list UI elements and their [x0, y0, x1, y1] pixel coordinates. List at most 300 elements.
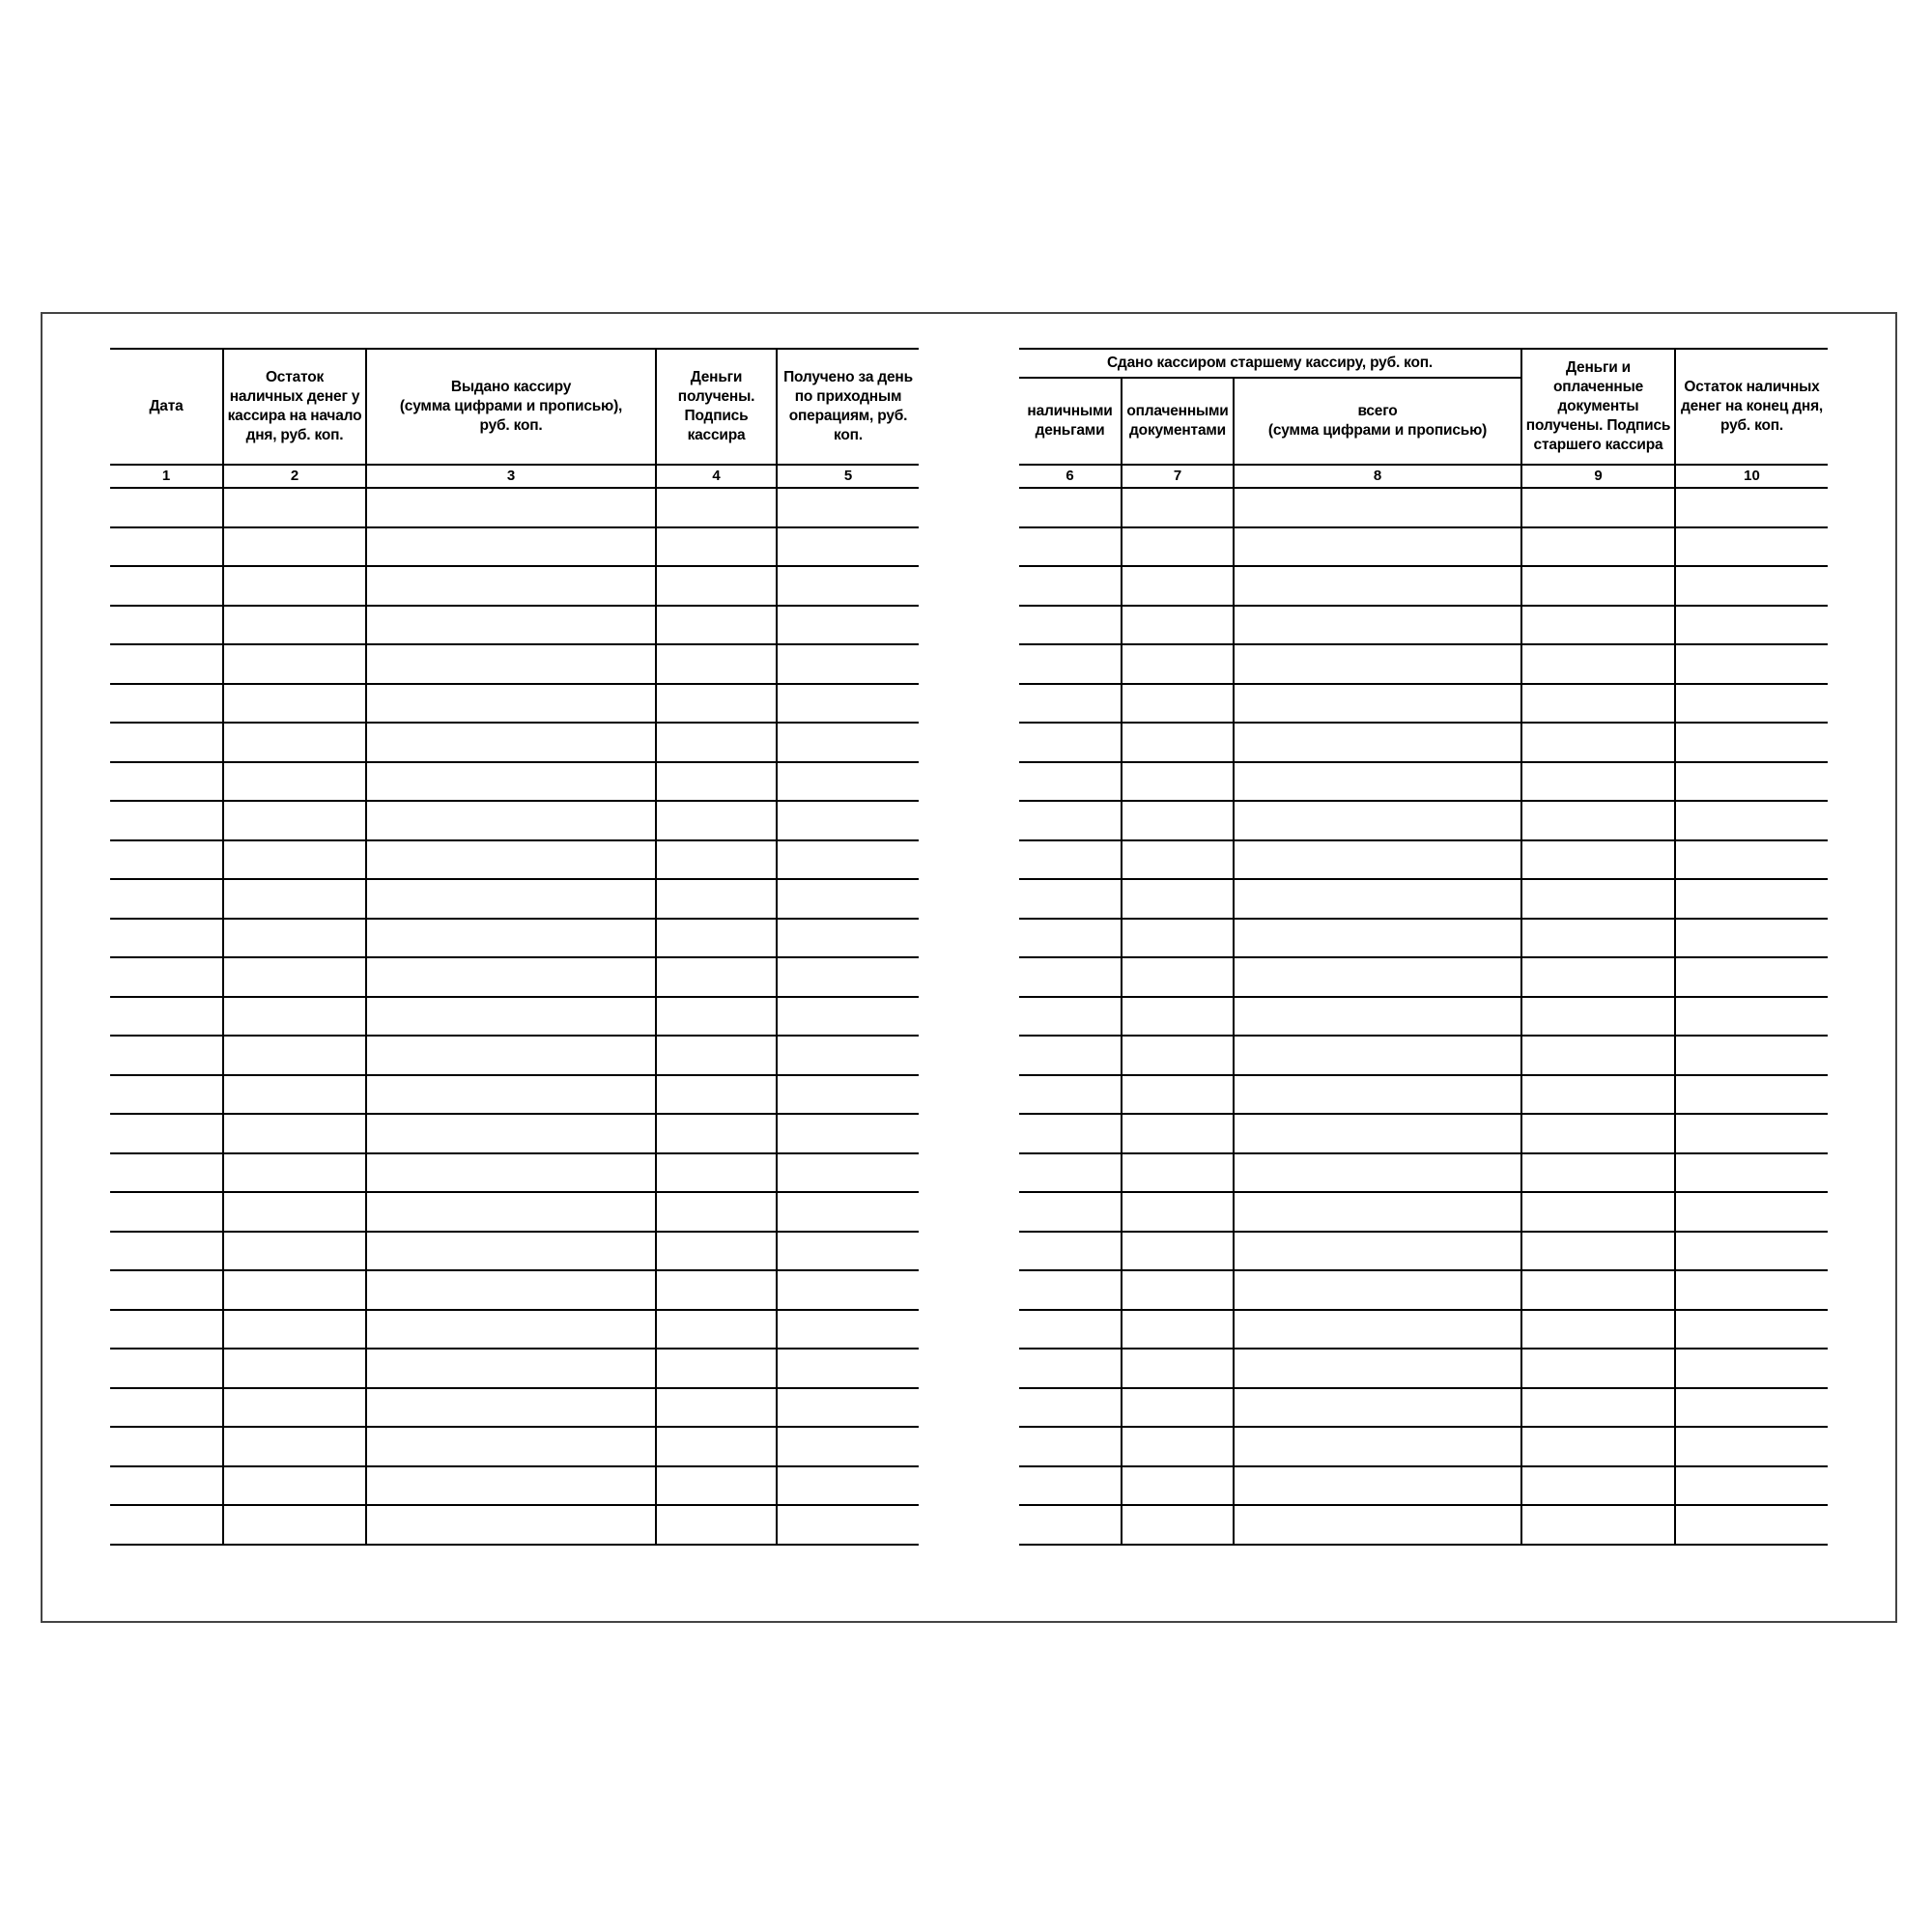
table-cell[interactable] — [1122, 957, 1234, 997]
table-cell[interactable] — [1521, 684, 1675, 724]
table-cell[interactable] — [1234, 1427, 1521, 1466]
table-cell[interactable] — [1019, 606, 1122, 645]
table-cell[interactable] — [223, 879, 366, 919]
table-cell[interactable] — [110, 1310, 223, 1350]
table-cell[interactable] — [1122, 1427, 1234, 1466]
table-cell[interactable] — [1521, 1349, 1675, 1388]
table-cell[interactable] — [1122, 684, 1234, 724]
table-cell[interactable] — [223, 1349, 366, 1388]
table-cell[interactable] — [366, 566, 656, 606]
table-cell[interactable] — [777, 919, 919, 958]
table-cell[interactable] — [1019, 1505, 1122, 1545]
table-cell[interactable] — [656, 762, 777, 802]
table-cell[interactable] — [223, 1310, 366, 1350]
table-cell[interactable] — [1521, 801, 1675, 840]
table-cell[interactable] — [1122, 1153, 1234, 1193]
table-cell[interactable] — [1234, 1349, 1521, 1388]
table-cell[interactable] — [366, 879, 656, 919]
table-cell[interactable] — [1234, 1036, 1521, 1075]
table-cell[interactable] — [223, 997, 366, 1037]
table-cell[interactable] — [110, 1466, 223, 1506]
column-number: 3 — [366, 465, 656, 488]
table-cell[interactable] — [1019, 1427, 1122, 1466]
table-cell[interactable] — [1521, 879, 1675, 919]
table-cell[interactable] — [777, 1388, 919, 1428]
table-cell[interactable] — [366, 801, 656, 840]
table-cell[interactable] — [1521, 1036, 1675, 1075]
table-cell[interactable] — [223, 1388, 366, 1428]
table-cell[interactable] — [223, 1466, 366, 1506]
table-cell[interactable] — [1122, 1036, 1234, 1075]
table-cell[interactable] — [223, 644, 366, 684]
table-cell[interactable] — [1019, 684, 1122, 724]
table-cell[interactable] — [1122, 488, 1234, 527]
table-cell[interactable] — [1234, 723, 1521, 762]
table-cell[interactable] — [223, 1427, 366, 1466]
cash-ledger-left-table — [110, 348, 919, 1546]
table-cell[interactable] — [777, 723, 919, 762]
table-cell[interactable] — [656, 1388, 777, 1428]
table-cell[interactable] — [777, 1349, 919, 1388]
table-cell[interactable] — [777, 488, 919, 527]
table-cell[interactable] — [1019, 1075, 1122, 1115]
table-cell[interactable] — [366, 762, 656, 802]
table-cell[interactable] — [1234, 527, 1521, 567]
table-cell[interactable] — [110, 879, 223, 919]
table-cell[interactable] — [366, 488, 656, 527]
table-cell[interactable] — [1234, 1153, 1521, 1193]
column-number: 7 — [1122, 465, 1234, 488]
table-cell[interactable] — [1675, 527, 1828, 567]
table-cell[interactable] — [1675, 1153, 1828, 1193]
table-cell[interactable] — [223, 684, 366, 724]
table-cell[interactable] — [1675, 1114, 1828, 1153]
table-cell[interactable] — [1122, 1270, 1234, 1310]
table-cell[interactable] — [1122, 1075, 1234, 1115]
table-row — [110, 488, 919, 527]
table-cell[interactable] — [1234, 762, 1521, 802]
table-row — [110, 919, 919, 958]
table-cell[interactable] — [223, 1232, 366, 1271]
table-cell[interactable] — [1019, 1153, 1122, 1193]
table-cell[interactable] — [777, 606, 919, 645]
table-cell[interactable] — [366, 1388, 656, 1428]
table-cell[interactable] — [777, 1232, 919, 1271]
table-cell[interactable] — [656, 1310, 777, 1350]
table-cell[interactable] — [1122, 1505, 1234, 1545]
table-cell[interactable] — [1675, 1036, 1828, 1075]
table-cell[interactable] — [656, 488, 777, 527]
table-cell[interactable] — [1521, 527, 1675, 567]
table-cell[interactable] — [1122, 527, 1234, 567]
table-cell[interactable] — [656, 840, 777, 880]
table-cell[interactable] — [1019, 997, 1122, 1037]
table-cell[interactable] — [1019, 1036, 1122, 1075]
table-cell[interactable] — [223, 840, 366, 880]
column-number: 8 — [1234, 465, 1521, 488]
table-cell[interactable] — [1521, 1192, 1675, 1232]
table-cell[interactable] — [656, 957, 777, 997]
table-cell[interactable] — [1122, 801, 1234, 840]
header-date: Дата — [110, 349, 223, 465]
table-cell[interactable] — [656, 1349, 777, 1388]
table-row — [110, 566, 919, 606]
table-cell[interactable] — [110, 1114, 223, 1153]
table-row — [110, 1388, 919, 1428]
table-cell[interactable] — [1122, 644, 1234, 684]
table-cell[interactable] — [1122, 1388, 1234, 1428]
table-cell[interactable] — [656, 606, 777, 645]
table-cell[interactable] — [777, 1466, 919, 1506]
header-handed-to-senior-cashier: Сдано кассиром старшему кассиру, руб. коп. — [1019, 349, 1521, 378]
table-row — [1019, 1466, 1828, 1506]
table-cell[interactable] — [1675, 1310, 1828, 1350]
table-cell[interactable] — [1675, 1466, 1828, 1506]
table-cell[interactable] — [1234, 684, 1521, 724]
table-cell[interactable] — [656, 1270, 777, 1310]
table-cell[interactable] — [223, 1153, 366, 1193]
table-cell[interactable] — [1122, 1349, 1234, 1388]
table-cell[interactable] — [777, 1427, 919, 1466]
table-cell[interactable] — [1234, 801, 1521, 840]
column-number: 1 — [110, 465, 223, 488]
table-cell[interactable] — [1675, 1270, 1828, 1310]
table-cell[interactable] — [223, 1114, 366, 1153]
table-cell[interactable] — [1675, 840, 1828, 880]
table-cell[interactable] — [1234, 1310, 1521, 1350]
table-cell[interactable] — [1019, 1232, 1122, 1271]
table-cell[interactable] — [1019, 762, 1122, 802]
table-cell[interactable] — [656, 684, 777, 724]
table-cell[interactable] — [366, 527, 656, 567]
table-cell[interactable] — [1521, 1427, 1675, 1466]
table-cell[interactable] — [1234, 1270, 1521, 1310]
table-cell[interactable] — [366, 840, 656, 880]
table-cell[interactable] — [656, 801, 777, 840]
table-cell[interactable] — [1234, 919, 1521, 958]
table-cell[interactable] — [223, 1505, 366, 1545]
table-cell[interactable] — [1122, 1466, 1234, 1506]
table-cell[interactable] — [1675, 1349, 1828, 1388]
table-cell[interactable] — [1675, 1505, 1828, 1545]
table-cell[interactable] — [1675, 723, 1828, 762]
column-number: 5 — [777, 465, 919, 488]
table-cell[interactable] — [1521, 1075, 1675, 1115]
table-cell[interactable] — [1234, 1114, 1521, 1153]
table-cell[interactable] — [777, 527, 919, 567]
table-cell[interactable] — [777, 684, 919, 724]
header-paid-documents: оплаченными документами — [1122, 378, 1234, 465]
table-cell[interactable] — [1234, 1075, 1521, 1115]
table-cell[interactable] — [1521, 997, 1675, 1037]
table-cell[interactable] — [1521, 644, 1675, 684]
cash-ledger-right-table — [1019, 348, 1828, 1546]
table-cell[interactable] — [1675, 762, 1828, 802]
table-cell[interactable] — [1019, 919, 1122, 958]
table-cell[interactable] — [1675, 684, 1828, 724]
table-cell[interactable] — [1122, 840, 1234, 880]
table-cell[interactable] — [1122, 1310, 1234, 1350]
table-cell[interactable] — [1675, 1388, 1828, 1428]
table-cell[interactable] — [1521, 723, 1675, 762]
table-cell[interactable] — [777, 1075, 919, 1115]
table-cell[interactable] — [110, 723, 223, 762]
table-cell[interactable] — [110, 919, 223, 958]
table-cell[interactable] — [366, 644, 656, 684]
table-cell[interactable] — [1521, 1153, 1675, 1193]
table-cell[interactable] — [110, 957, 223, 997]
table-cell[interactable] — [656, 527, 777, 567]
table-cell[interactable] — [366, 1270, 656, 1310]
header-closing-balance: Остаток наличных денег на конец дня, руб. коп. — [1675, 349, 1828, 465]
table-cell[interactable] — [1019, 723, 1122, 762]
table-cell[interactable] — [1234, 1505, 1521, 1545]
table-cell[interactable] — [1675, 1075, 1828, 1115]
table-cell[interactable] — [1234, 879, 1521, 919]
table-row — [1019, 1192, 1828, 1232]
table-cell[interactable] — [1675, 879, 1828, 919]
table-cell[interactable] — [656, 1427, 777, 1466]
table-cell[interactable] — [777, 1310, 919, 1350]
table-cell[interactable] — [656, 1232, 777, 1271]
table-cell[interactable] — [110, 1427, 223, 1466]
table-row — [110, 762, 919, 802]
table-cell[interactable] — [366, 1505, 656, 1545]
table-cell[interactable] — [1122, 566, 1234, 606]
table-cell[interactable] — [1234, 1466, 1521, 1506]
table-cell[interactable] — [777, 1270, 919, 1310]
table-cell[interactable] — [110, 1232, 223, 1271]
table-cell[interactable] — [110, 566, 223, 606]
table-cell[interactable] — [110, 762, 223, 802]
table-cell[interactable] — [110, 1388, 223, 1428]
table-cell[interactable] — [110, 644, 223, 684]
table-cell[interactable] — [1122, 1192, 1234, 1232]
table-cell[interactable] — [1521, 919, 1675, 958]
table-cell[interactable] — [1521, 1270, 1675, 1310]
table-cell[interactable] — [110, 997, 223, 1037]
table-cell[interactable] — [1234, 1388, 1521, 1428]
table-cell[interactable] — [110, 1505, 223, 1545]
table-cell[interactable] — [223, 1192, 366, 1232]
table-cell[interactable] — [110, 1153, 223, 1193]
table-cell[interactable] — [1675, 644, 1828, 684]
table-cell[interactable] — [1234, 606, 1521, 645]
table-cell[interactable] — [1019, 957, 1122, 997]
table-cell[interactable] — [1234, 997, 1521, 1037]
table-cell[interactable] — [110, 527, 223, 567]
table-cell[interactable] — [223, 488, 366, 527]
table-cell[interactable] — [1019, 644, 1122, 684]
table-row — [110, 1505, 919, 1545]
table-cell[interactable] — [777, 957, 919, 997]
table-cell[interactable] — [1675, 801, 1828, 840]
table-row — [1019, 1153, 1828, 1193]
table-cell[interactable] — [1019, 527, 1122, 567]
table-cell[interactable] — [110, 840, 223, 880]
table-cell[interactable] — [223, 723, 366, 762]
table-cell[interactable] — [1521, 606, 1675, 645]
table-cell[interactable] — [1122, 723, 1234, 762]
table-cell[interactable] — [366, 1310, 656, 1350]
table-cell[interactable] — [1675, 566, 1828, 606]
table-cell[interactable] — [1122, 879, 1234, 919]
table-cell[interactable] — [110, 1270, 223, 1310]
table-row — [1019, 684, 1828, 724]
table-cell[interactable] — [223, 566, 366, 606]
table-cell[interactable] — [1122, 1114, 1234, 1153]
table-cell[interactable] — [1521, 566, 1675, 606]
table-cell[interactable] — [366, 1075, 656, 1115]
table-cell[interactable] — [366, 1153, 656, 1193]
table-cell[interactable] — [777, 644, 919, 684]
table-cell[interactable] — [1019, 1349, 1122, 1388]
table-cell[interactable] — [1234, 840, 1521, 880]
table-cell[interactable] — [1019, 840, 1122, 880]
table-cell[interactable] — [1521, 1388, 1675, 1428]
table-cell[interactable] — [1521, 840, 1675, 880]
table-cell[interactable] — [366, 684, 656, 724]
table-cell[interactable] — [1019, 566, 1122, 606]
table-cell[interactable] — [656, 723, 777, 762]
table-cell[interactable] — [366, 1349, 656, 1388]
table-cell[interactable] — [1019, 1114, 1122, 1153]
table-cell[interactable] — [1521, 488, 1675, 527]
table-cell[interactable] — [1122, 1232, 1234, 1271]
table-cell[interactable] — [777, 1114, 919, 1153]
table-row — [110, 1427, 919, 1466]
table-cell[interactable] — [656, 1153, 777, 1193]
table-cell[interactable] — [777, 1505, 919, 1545]
table-cell[interactable] — [1234, 488, 1521, 527]
table-cell[interactable] — [656, 1466, 777, 1506]
table-cell[interactable] — [366, 1466, 656, 1506]
table-cell[interactable] — [110, 1192, 223, 1232]
table-cell[interactable] — [1521, 1505, 1675, 1545]
table-cell[interactable] — [1521, 1232, 1675, 1271]
table-cell[interactable] — [366, 1427, 656, 1466]
table-cell[interactable] — [366, 606, 656, 645]
table-cell[interactable] — [777, 566, 919, 606]
table-cell[interactable] — [110, 606, 223, 645]
table-cell[interactable] — [1234, 1232, 1521, 1271]
table-cell[interactable] — [1019, 1466, 1122, 1506]
table-row — [1019, 1036, 1828, 1075]
table-cell[interactable] — [777, 997, 919, 1037]
table-row — [110, 879, 919, 919]
table-cell[interactable] — [1122, 762, 1234, 802]
table-cell[interactable] — [1019, 488, 1122, 527]
column-number: 2 — [223, 465, 366, 488]
table-cell[interactable] — [656, 1114, 777, 1153]
table-cell[interactable] — [656, 1505, 777, 1545]
table-cell[interactable] — [223, 1270, 366, 1310]
table-cell[interactable] — [1521, 762, 1675, 802]
table-cell[interactable] — [110, 1075, 223, 1115]
table-cell[interactable] — [777, 879, 919, 919]
table-cell[interactable] — [1234, 644, 1521, 684]
table-cell[interactable] — [777, 1192, 919, 1232]
table-cell[interactable] — [1675, 919, 1828, 958]
table-cell[interactable] — [366, 997, 656, 1037]
table-row — [110, 1114, 919, 1153]
table-cell[interactable] — [656, 997, 777, 1037]
table-cell[interactable] — [1234, 1192, 1521, 1232]
table-cell[interactable] — [1019, 879, 1122, 919]
table-cell[interactable] — [223, 527, 366, 567]
table-cell[interactable] — [777, 801, 919, 840]
table-cell[interactable] — [223, 1036, 366, 1075]
table-cell[interactable] — [1234, 566, 1521, 606]
table-cell[interactable] — [223, 801, 366, 840]
table-cell[interactable] — [1019, 801, 1122, 840]
table-row — [1019, 1388, 1828, 1428]
table-cell[interactable] — [223, 762, 366, 802]
table-cell[interactable] — [777, 1036, 919, 1075]
table-cell[interactable] — [223, 919, 366, 958]
table-cell[interactable] — [656, 1192, 777, 1232]
table-cell[interactable] — [366, 919, 656, 958]
table-cell[interactable] — [1521, 1466, 1675, 1506]
table-cell[interactable] — [223, 606, 366, 645]
table-cell[interactable] — [1675, 1232, 1828, 1271]
table-cell[interactable] — [1521, 1310, 1675, 1350]
table-cell[interactable] — [1234, 957, 1521, 997]
table-cell[interactable] — [110, 1036, 223, 1075]
table-cell[interactable] — [366, 1232, 656, 1271]
table-cell[interactable] — [656, 1036, 777, 1075]
table-cell[interactable] — [656, 1075, 777, 1115]
table-cell[interactable] — [366, 1114, 656, 1153]
table-cell[interactable] — [777, 1153, 919, 1193]
table-cell[interactable] — [366, 723, 656, 762]
table-cell[interactable] — [656, 644, 777, 684]
table-cell[interactable] — [1675, 1427, 1828, 1466]
table-row — [110, 801, 919, 840]
table-cell[interactable] — [223, 957, 366, 997]
table-cell[interactable] — [1521, 1114, 1675, 1153]
table-cell[interactable] — [656, 566, 777, 606]
table-row — [1019, 1427, 1828, 1466]
table-cell[interactable] — [1019, 1270, 1122, 1310]
table-cell[interactable] — [366, 1192, 656, 1232]
table-cell[interactable] — [1019, 1388, 1122, 1428]
table-cell[interactable] — [110, 1349, 223, 1388]
table-cell[interactable] — [366, 957, 656, 997]
table-cell[interactable] — [366, 1036, 656, 1075]
table-cell[interactable] — [777, 762, 919, 802]
table-cell[interactable] — [1122, 606, 1234, 645]
table-cell[interactable] — [1675, 488, 1828, 527]
table-cell[interactable] — [1122, 919, 1234, 958]
table-cell[interactable] — [1675, 606, 1828, 645]
table-cell[interactable] — [1675, 1192, 1828, 1232]
table-cell[interactable] — [1675, 957, 1828, 997]
table-cell[interactable] — [656, 919, 777, 958]
table-cell[interactable] — [1521, 957, 1675, 997]
table-cell[interactable] — [110, 801, 223, 840]
table-cell[interactable] — [1122, 997, 1234, 1037]
table-cell[interactable] — [223, 1075, 366, 1115]
table-cell[interactable] — [777, 840, 919, 880]
table-row — [1019, 997, 1828, 1037]
table-cell[interactable] — [656, 879, 777, 919]
table-cell[interactable] — [1675, 997, 1828, 1037]
table-cell[interactable] — [1019, 1310, 1122, 1350]
table-cell[interactable] — [110, 488, 223, 527]
table-cell[interactable] — [1019, 1192, 1122, 1232]
table-cell[interactable] — [110, 684, 223, 724]
